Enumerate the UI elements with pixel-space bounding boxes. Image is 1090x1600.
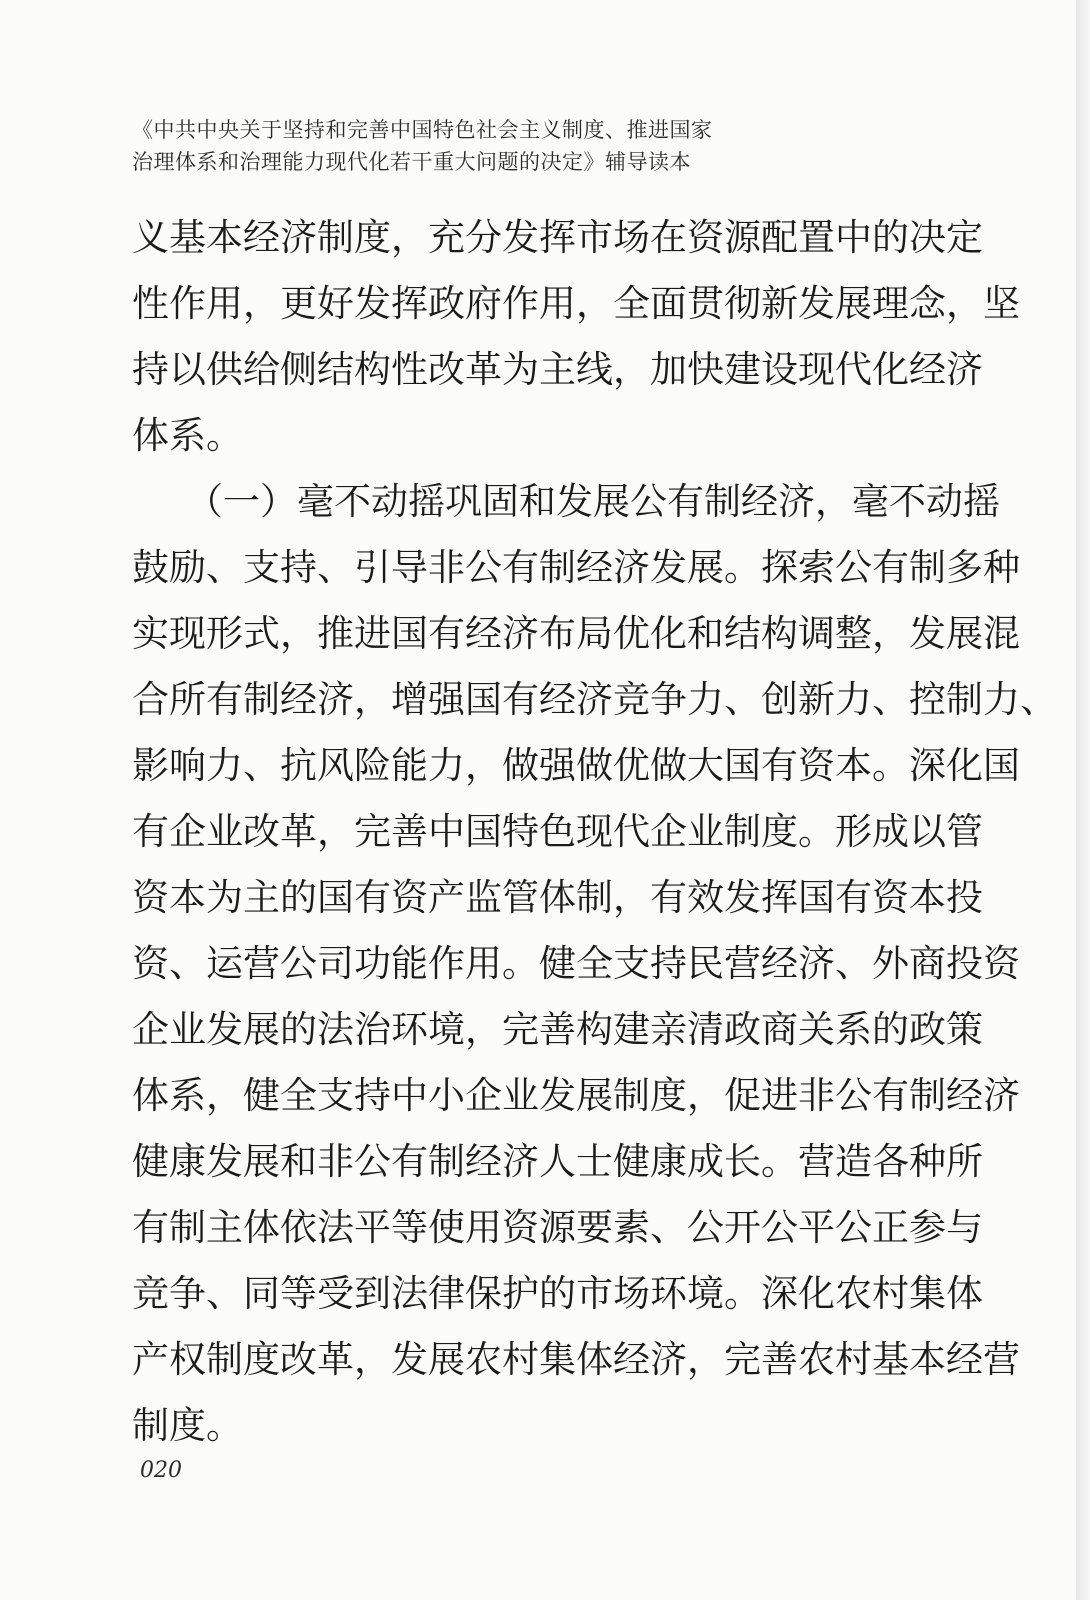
body-line-18: 产权制度改革，发展农村集体经济，完善农村基本经营: [132, 1338, 1020, 1381]
running-header-line-2: 治理体系和治理能力现代化若干重大问题的决定》辅导读本: [132, 150, 691, 174]
page-number: 020: [140, 1458, 182, 1483]
body-text: [132, 205, 1057, 1459]
body-line-14: 体系，健全支持中小企业发展制度，促进非公有制经济: [132, 1074, 1020, 1117]
page-edge: [1076, 0, 1090, 1600]
running-header-line-1: 《中共中央关于坚持和完善中国特色社会主义制度、推进国家: [132, 118, 713, 142]
body-line-1: 义基本经济制度，充分发挥市场在资源配置中的决定: [132, 216, 983, 259]
body-line-11: 资本为主的国有资产监管体制，有效发挥国有资本投: [132, 876, 983, 919]
running-header: [132, 114, 852, 178]
body-line-6: 鼓励、支持、引导非公有制经济发展。探索公有制多种: [132, 546, 1020, 589]
body-line-2: 性作用，更好发挥政府作用，全面贯彻新发展理念，坚: [132, 282, 1020, 325]
body-line-9: 影响力、抗风险能力，做强做优做大国有资本。深化国: [132, 744, 1020, 787]
body-line-12: 资、运营公司功能作用。健全支持民营经济、外商投资: [132, 942, 1020, 985]
body-line-8: 合所有制经济，增强国有经济竞争力、创新力、控制力、: [132, 678, 1057, 721]
body-line-3: 持以供给侧结构性改革为主线，加快建设现代化经济: [132, 348, 983, 391]
body-line-15: 健康发展和非公有制经济人士健康成长。营造各种所: [132, 1140, 983, 1183]
body-line-13: 企业发展的法治环境，完善构建亲清政商关系的政策: [132, 1008, 983, 1051]
body-line-17: 竞争、同等受到法律保护的市场环境。深化农村集体: [132, 1272, 983, 1315]
body-line-19: 制度。: [132, 1404, 243, 1447]
body-line-10: 有企业改革，完善中国特色现代企业制度。形成以管: [132, 810, 983, 853]
body-line-7: 实现形式，推进国有经济布局优化和结构调整，发展混: [132, 612, 1020, 655]
body-line-16: 有制主体依法平等使用资源要素、公开公平公正参与: [132, 1206, 983, 1249]
body-line-4: 体系。: [132, 414, 243, 457]
body-line-5-paragraph-start: （一）毫不动摇巩固和发展公有制经济，毫不动摇: [186, 480, 1000, 523]
